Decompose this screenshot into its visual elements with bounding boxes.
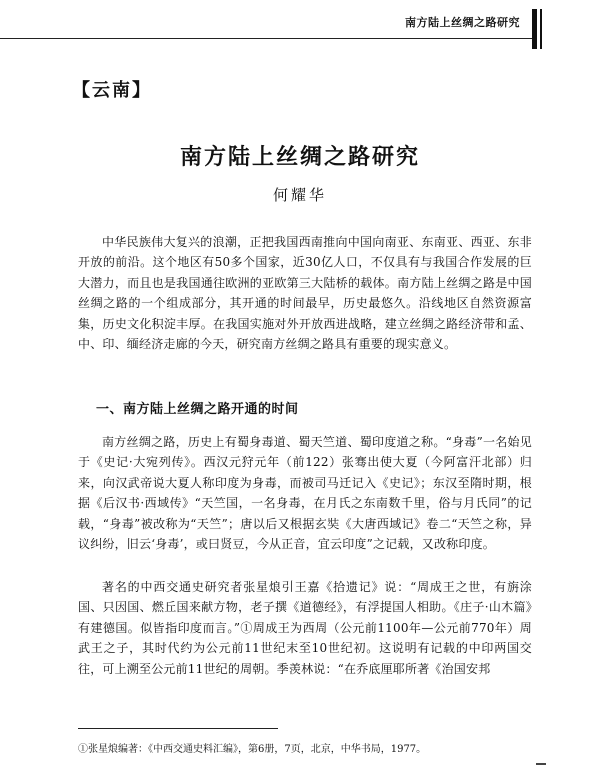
page-edge-mark <box>536 763 546 765</box>
footnote-rule <box>78 728 278 729</box>
article-title: 南方陆上丝绸之路研究 <box>179 144 420 170</box>
header-bar-thin <box>540 9 542 49</box>
running-header: 南方陆上丝绸之路研究 <box>405 16 520 29</box>
author-name: 何耀华 <box>272 186 327 204</box>
footnote: ①张星烺编著：《中西交通史料汇编》，第6册，7页，北京，中华书局，1977。 <box>78 744 427 755</box>
region-tag: 【云南】 <box>72 80 152 101</box>
intro-paragraph: 中华民族伟大复兴的浪潮，正把我国西南推向中国向南亚、东南亚、西亚、东非开放的前沿。这个地区有50多个国家，近30亿人口，不仅具有与我国合作发展的巨大潜力，而且也是我国通往欧洲的亚欧第三大陆桥的载体。南方陆上丝绸之路是中国丝绸之路的一个组成部分，其开通的时间最早，历史最悠久。沿线地区自然资源富集，历史文化积淀丰厚。在我国实施对外开放西进战略，建立丝绸之路经济带和孟、中、印、缅经济走廊的今天，研究南方丝绸之路具有重要的现实意义。 <box>78 235 532 352</box>
section-heading: 一、南方陆上丝绸之路开通的时间 <box>96 402 299 417</box>
body-paragraph: 南方丝绸之路，历史上有蜀身毒道、蜀天竺道、蜀印度道之称。“身毒”一名始见于《史记·大宛列传》。西汉元狩元年（前122）张骞出使大夏（今阿富汗北部）归来，向汉武帝说大夏人称印度为身毒，而被司马迁记入《史记》；东汉至隋时期，根据《后汉书·西域传》“天竺国，一名身毒，在月氏之东南数千里，俗与月氏同”的记载，“身毒”被改称为“天竺”；唐以后又根据玄奘《大唐西域记》卷二“天竺之称，异议纠纷，旧云‘身毒’，或曰贤豆，今从正音，宜云印度”之记载，又改称印度。 <box>78 435 532 552</box>
header-bar <box>532 9 537 49</box>
body-paragraph: 著名的中西交通史研究者张星烺引王嘉《拾遗记》说：“周成王之世，有旃涂国、只因国、燃丘国来献方物，老子撰《道德经》，有浮提国人相助。《庄子·山木篇》有建德国。似皆指印度而言。”①周成王为西周（公元前1100年—公元前770年）周武王之子，其时代约为公元前11世纪末至10世纪初。这说明有记载的中印两国交往，可上溯至公元前11世纪的周朝。季羡林说：“在乔底厘耶所著《治国安邦 <box>78 580 532 676</box>
header-rule <box>0 38 532 39</box>
